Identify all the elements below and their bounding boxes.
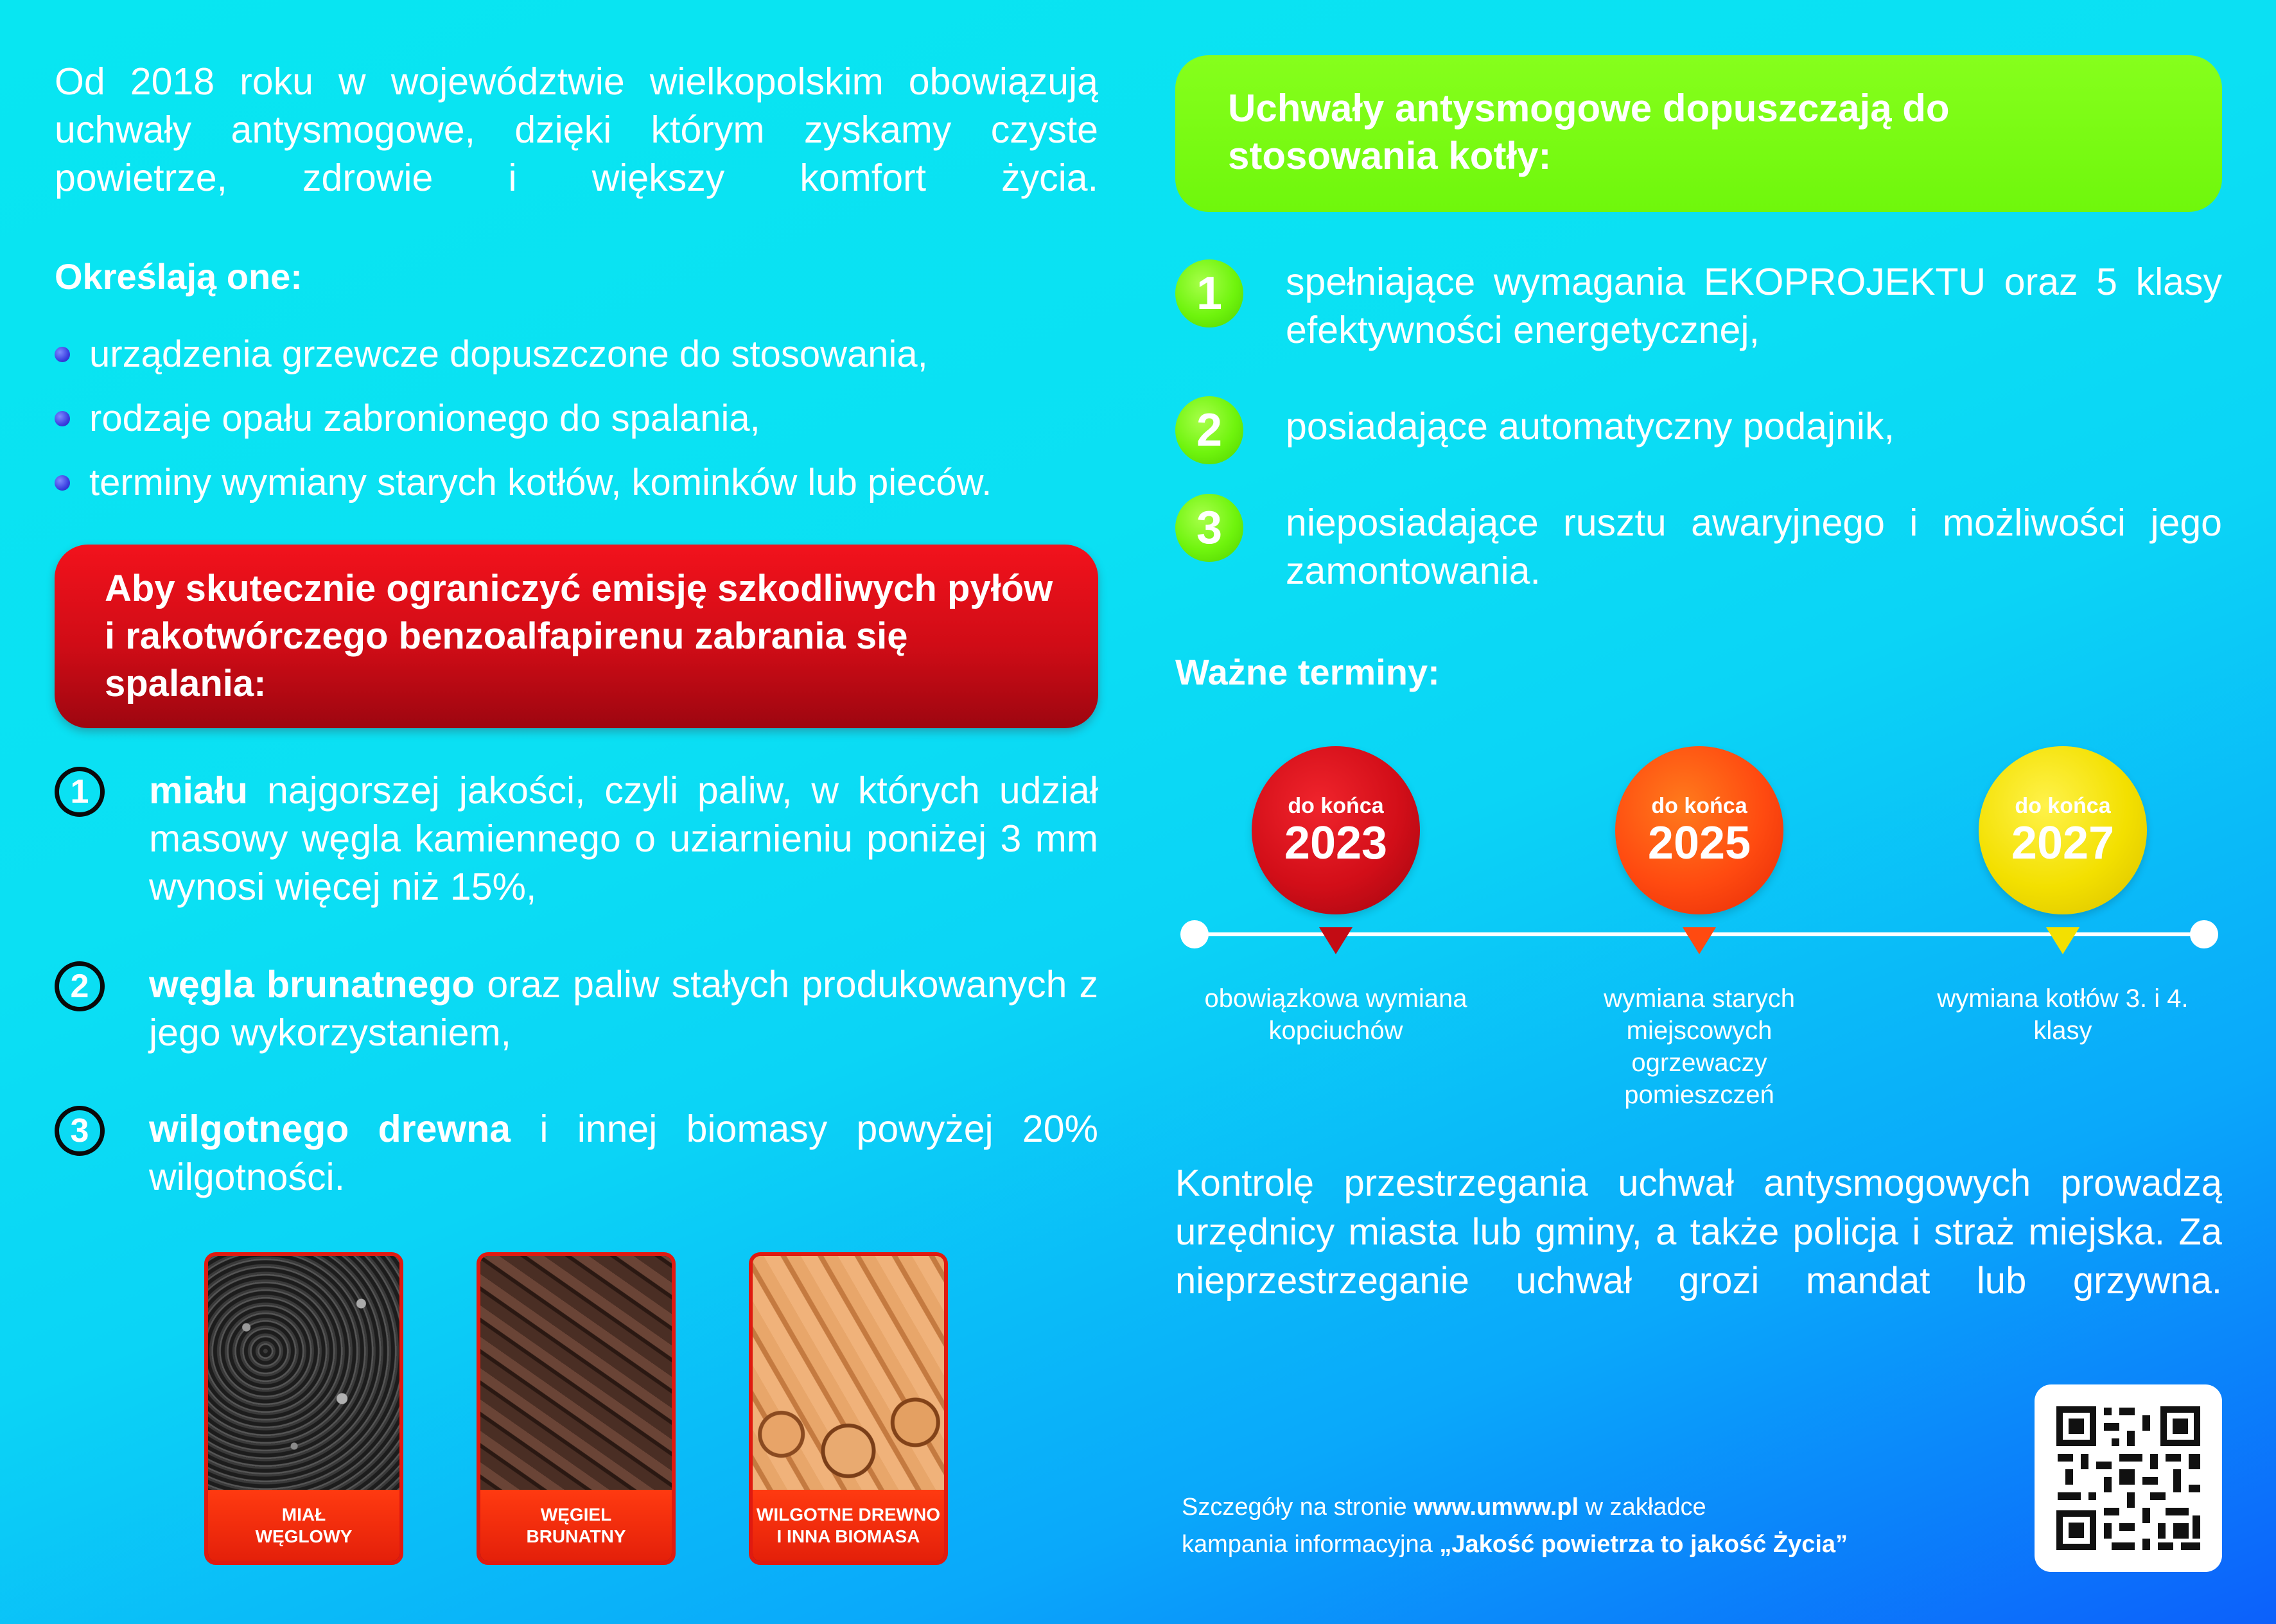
qr-code[interactable]	[2035, 1384, 2222, 1572]
ban-number-1: 1	[55, 767, 105, 817]
ban-banner-text: Aby skutecznie ograniczyć emisję szkodliwych pyłów i rakotwórczego benzoalfapirenu zabrania się spalania:	[105, 568, 1053, 704]
deadline-2023-circle: do końca 2023	[1252, 746, 1420, 914]
intro-bullet: rodzaje opału zabronionego do spalania,	[55, 397, 760, 440]
timeline-start-dot	[1180, 920, 1209, 948]
allowed-number-2: 2	[1175, 396, 1243, 464]
allowed-banner-text: Uchwały antysmogowe dopuszczają do stosowania kotły:	[1228, 87, 1950, 177]
timeline-marker-2023	[1319, 927, 1352, 954]
photo-wegiel-brunatny	[477, 1252, 676, 1565]
brown-coal-image	[480, 1256, 672, 1494]
intro-bullet: urządzenia grzewcze dopuszczone do stosowania,	[55, 333, 928, 376]
ban-item-3: wilgotnego drewna i innej biomasy powyżej 20% wilgotności.	[149, 1108, 1098, 1198]
photo-caption: MIAŁ WĘGLOWY	[208, 1490, 399, 1561]
allowed-item-3: nieposiadające rusztu awaryjnego i możliwości jego zamontowania.	[1286, 502, 2222, 592]
allowed-number-1: 1	[1175, 259, 1243, 327]
ban-banner	[55, 545, 1098, 728]
photo-wilgotne-drewno	[749, 1252, 948, 1565]
website-link[interactable]: www.umww.pl	[1414, 1494, 1579, 1521]
allowed-number-3: 3	[1175, 494, 1243, 562]
photo-mial	[204, 1252, 403, 1565]
allowed-item-2: posiadające automatyczny podajnik,	[1286, 405, 1895, 448]
bullet-dot-icon	[55, 411, 70, 426]
coal-dust-image	[208, 1256, 399, 1494]
bullet-dot-icon	[55, 347, 70, 362]
ban-item-1: miału najgorszej jakości, czyli paliw, w których udział masowy węgla kamiennego o uziarnieniu poniżej 3 mm wynosi więcej niż 15%,	[149, 769, 1098, 908]
photo-caption: WĘGIEL BRUNATNY	[480, 1490, 672, 1561]
deadlines-heading: Ważne terminy:	[1175, 652, 1440, 692]
qr-code-icon	[2035, 1384, 2222, 1572]
control-paragraph: Kontrolę przestrzegania uchwał antysmogowych prowadzą urzędnicy miasta lub gminy, a także policja i straż miejska. Za nieprzestrzeganie uchwał grozi mandat lub grzywna.	[1175, 1162, 2222, 1302]
deadline-2027-label: wymiana kotłów 3. i 4. klasy	[1937, 984, 2189, 1045]
bullet-dot-icon	[55, 475, 70, 491]
deadline-2023-label: obowiązkowa wymiana kopciuchów	[1204, 984, 1467, 1045]
timeline-end-dot	[2190, 920, 2218, 948]
deadline-2025-circle: do końca 2025	[1615, 746, 1783, 914]
deadline-2027-circle: do końca 2027	[1979, 746, 2147, 914]
footer-text: Szczegóły na stronie www.umww.pl w zakładce kampania informacyjna „Jakość powietrza to jakość Życia”	[1182, 1494, 1848, 1558]
campaign-name: „Jakość powietrza to jakość Życia”	[1439, 1531, 1848, 1558]
intro-subheading: Określają one:	[55, 256, 302, 297]
photo-caption: WILGOTNE DREWNO I INNA BIOMASA	[753, 1490, 944, 1561]
wood-logs-image	[753, 1256, 944, 1494]
timeline-marker-2027	[2046, 927, 2079, 954]
timeline-marker-2025	[1683, 927, 1716, 954]
allowed-banner	[1175, 55, 2222, 212]
ban-number-3: 3	[55, 1106, 105, 1156]
ban-item-2: węgla brunatnego oraz paliw stałych produkowanych z jego wykorzystaniem,	[149, 963, 1098, 1054]
allowed-item-1: spełniające wymagania EKOPROJEKTU oraz 5 klasy efektywności energetycznej,	[1286, 261, 2222, 351]
ban-number-2: 2	[55, 961, 105, 1011]
deadline-2025-label: wymiana starych miejscowych ogrzewaczy pomieszczeń	[1604, 984, 1795, 1109]
intro-bullet: terminy wymiany starych kotłów, kominków lub pieców.	[55, 461, 992, 504]
intro-paragraph: Od 2018 roku w województwie wielkopolskim obowiązują uchwały antysmogowe, dzięki którym zyskamy czyste powietrze, zdrowie i większy komfort życia.	[55, 60, 1098, 199]
